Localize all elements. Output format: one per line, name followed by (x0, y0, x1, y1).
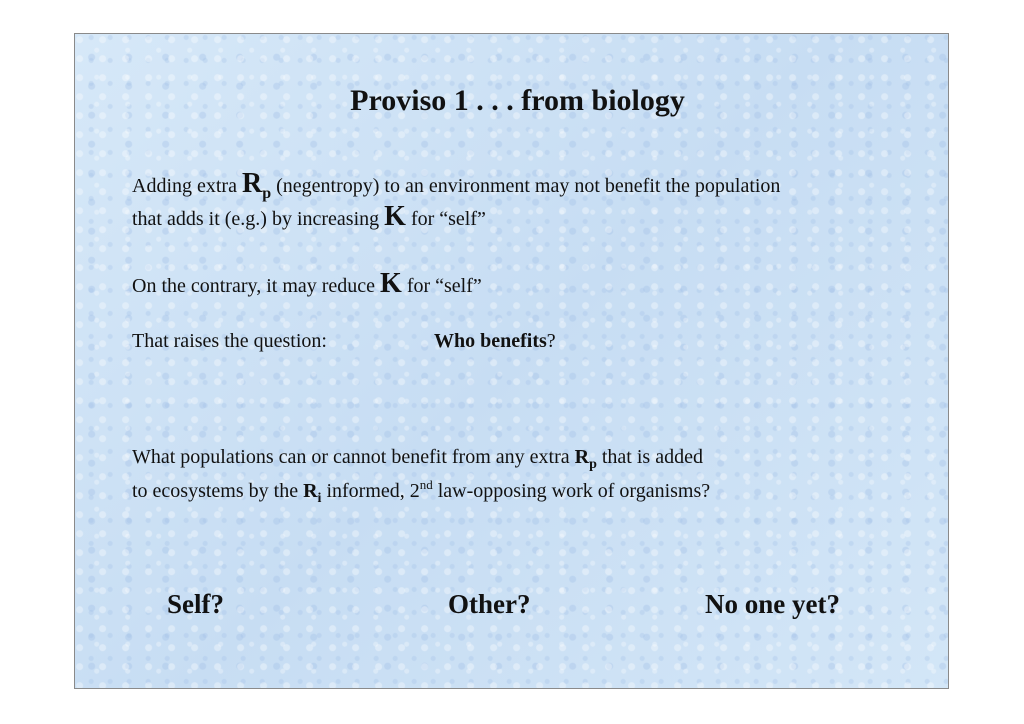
text: (negentropy) to an environment may not benefit the population (271, 175, 781, 197)
text: On the contrary, it may reduce (132, 275, 381, 297)
text: What populations can or cannot benefit from any extra (132, 446, 575, 468)
slide-title: Proviso 1 . . . from biology (350, 84, 685, 117)
question-lead: That raises the question: (132, 330, 327, 352)
subscript-p: p (589, 457, 597, 472)
symbol-r: R (303, 480, 318, 502)
paragraph-1-line-2 (132, 201, 486, 233)
text: ? (546, 330, 556, 352)
text: Adding extra (132, 175, 242, 197)
choice-no-one-yet: No one yet? (705, 589, 840, 619)
symbol-r: R (241, 168, 263, 199)
slide (74, 33, 949, 689)
subscript-p: p (262, 185, 272, 202)
paragraph-4-line-1 (132, 446, 703, 473)
text: that adds it (e.g.) by increasing (132, 208, 385, 230)
symbol-k: K (384, 201, 406, 232)
text: for “self” (405, 208, 486, 230)
paragraph-4-line-2 (132, 477, 710, 507)
superscript-nd: nd (419, 477, 433, 492)
text: informed, 2 (321, 480, 420, 502)
text: that is added (596, 446, 703, 468)
paragraph-2 (132, 268, 482, 300)
symbol-k: K (380, 268, 402, 299)
subscript-i: i (317, 491, 322, 506)
paragraph-1-line-1 (132, 168, 780, 203)
paragraph-3 (132, 330, 556, 353)
text: to ecosystems by the (132, 480, 304, 502)
who-benefits: Who benefits (434, 330, 547, 352)
choice-self: Self? (167, 589, 224, 619)
symbol-r: R (574, 446, 590, 468)
text: for “self” (401, 275, 482, 297)
text: law-opposing work of organisms? (432, 480, 711, 502)
choice-other: Other? (448, 589, 531, 619)
